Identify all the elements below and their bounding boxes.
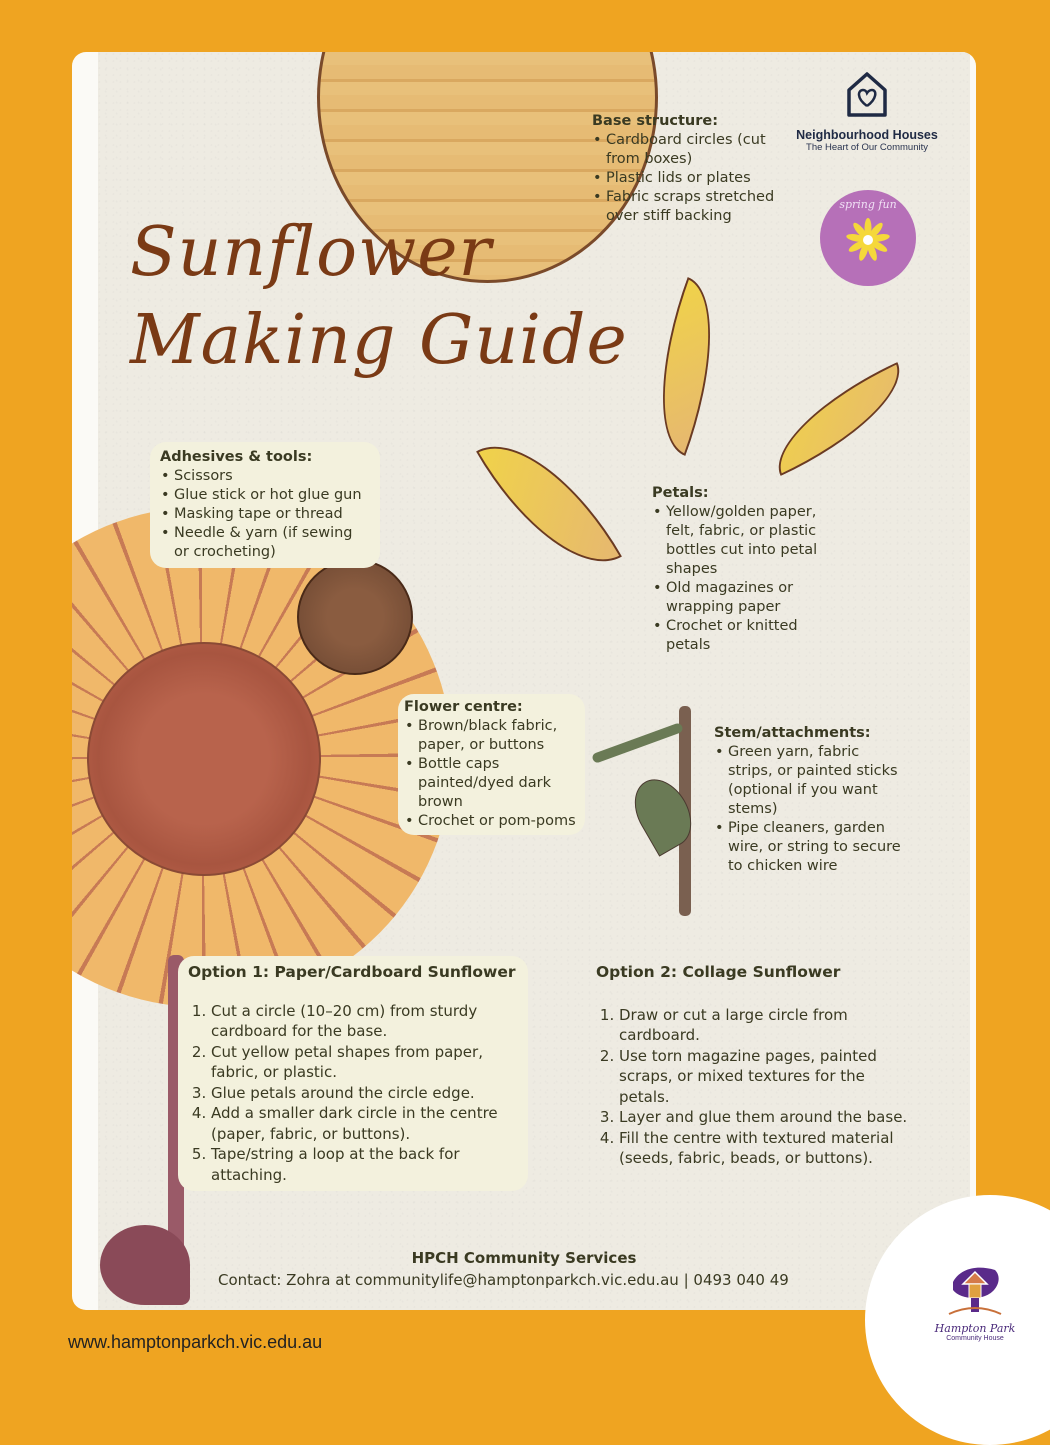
contact-info[interactable]: Contact: Zohra at communitylife@hamptonparkch.vic.edu.au | 0493 040 49 — [218, 1271, 789, 1289]
list-item: • Pipe cleaners, garden wire, or string to secure to chicken wire — [728, 819, 904, 876]
section-heading: Stem/attachments: — [714, 725, 871, 741]
hampton-park-logo — [930, 1262, 1020, 1342]
sunflower-centre — [87, 642, 321, 876]
petals-section — [652, 484, 827, 655]
step-item: 4. Add a smaller dark circle in the centre (paper, fabric, or buttons). — [211, 1103, 518, 1144]
list-item: • Plastic lids or plates — [606, 169, 792, 188]
page-title — [130, 212, 628, 382]
option-2-section — [596, 962, 916, 1169]
list-item: • Needle & yarn (if sewing or crocheting) — [174, 524, 370, 562]
daisy-icon — [846, 218, 890, 262]
list-item: • Crochet or pom-poms — [418, 812, 579, 831]
step-item: 1. Cut a circle (10–20 cm) from sturdy cardboard for the base. — [211, 1001, 518, 1042]
nh-name: Neighbourhood Houses — [796, 128, 938, 142]
section-heading: Flower centre: — [404, 699, 523, 715]
list-item: • Old magazines or wrapping paper — [666, 579, 827, 617]
organisation-name: HPCH Community Services — [411, 1249, 637, 1267]
option-1-heading: Option 1: Paper/Cardboard Sunflower — [188, 963, 516, 981]
hampton-park-name: Hampton Park — [934, 1322, 1016, 1335]
neighbourhood-houses-logo — [796, 70, 938, 153]
list-item: • Masking tape or thread — [174, 505, 370, 524]
spring-fun-label: spring fun — [839, 198, 897, 211]
spring-fun-badge — [820, 190, 916, 286]
step-item: 2. Use torn magazine pages, painted scraps, or mixed textures for the petals. — [619, 1046, 916, 1108]
step-item: 3. Layer and glue them around the base. — [619, 1107, 916, 1128]
list-item: • Scissors — [174, 467, 370, 486]
flower-centre-illustration — [297, 559, 413, 675]
step-item: 5. Tape/string a loop at the back for attaching. — [211, 1144, 518, 1185]
section-heading: Petals: — [652, 485, 709, 501]
option-2-heading: Option 2: Collage Sunflower — [596, 963, 841, 981]
step-item: 1. Draw or cut a large circle from cardboard. — [619, 1005, 916, 1046]
nh-tagline: The Heart of Our Community — [806, 142, 928, 153]
section-heading: Adhesives & tools: — [160, 449, 313, 465]
website-link[interactable]: www.hamptonparkch.vic.edu.au — [68, 1332, 323, 1352]
list-item: • Glue stick or hot glue gun — [174, 486, 370, 505]
base-structure-section — [592, 112, 792, 226]
step-item: 2. Cut yellow petal shapes from paper, fabric, or plastic. — [211, 1042, 518, 1083]
list-item: • Cardboard circles (cut from boxes) — [606, 131, 792, 169]
list-item: • Bottle caps painted/dyed dark brown — [418, 755, 579, 812]
step-item: 4. Fill the centre with textured material (seeds, fabric, beads, or buttons). — [619, 1128, 916, 1169]
adhesives-tools-section — [150, 442, 380, 568]
step-item: 3. Glue petals around the circle edge. — [211, 1083, 518, 1104]
hampton-park-subtitle: Community House — [946, 1335, 1004, 1342]
option-1-section — [178, 956, 528, 1191]
list-item: • Brown/black fabric, paper, or buttons — [418, 717, 579, 755]
title-line-2: Making Guide — [130, 301, 628, 380]
guide-card — [72, 52, 976, 1310]
list-item: • Green yarn, fabric strips, or painted sticks (optional if you want stems) — [728, 743, 904, 819]
list-item: • Yellow/golden paper, felt, fabric, or plastic bottles cut into petal shapes — [666, 503, 827, 579]
list-item: • Fabric scraps stretched over stiff backing — [606, 188, 792, 226]
section-heading: Base structure: — [592, 113, 719, 129]
flower-centre-section — [398, 694, 585, 835]
house-heart-icon — [846, 70, 888, 114]
list-item: • Crochet or knitted petals — [666, 617, 827, 655]
title-line-1: Sunflower — [130, 213, 492, 292]
treehouse-icon — [945, 1262, 1005, 1318]
stem-attachments-section — [714, 724, 904, 876]
